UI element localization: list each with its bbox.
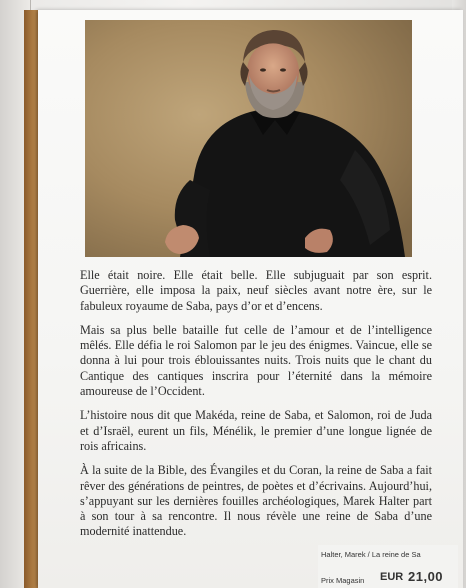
back-cover-blurb: [80, 268, 432, 540]
price-sticker: [318, 545, 458, 588]
blurb-paragraph-2: Mais sa plus belle bataille fut celle de l’amour et de l’intelligence mêlés. Elle défia le roi Salomon par le jeu des énigmes. Vaincue, elle se donna à lui pour trois éblouissantes nuits. Trois nuits que le chant du Cantique des cantiques inscrira pour l’éternité dans la mémoire amoureuse de l’Occident.: [80, 322, 432, 399]
sticker-price: 21,00: [408, 569, 444, 584]
sticker-currency: EUR: [380, 571, 404, 583]
blurb-paragraph-3: L’histoire nous dit que Makéda, reine de Saba, et Salomon, roi de Juda et d’Israël, eurent un fils, Ménélik, le premier d’une longue lignée de rois africains.: [80, 408, 432, 453]
author-photo: [85, 20, 412, 257]
blurb-paragraph-1: Elle était noire. Elle était belle. Elle subjuguait par son esprit. Guerrière, elle imposa la paix, neuf siècles avant notre ère, sur le fabuleux royaume de Saba, pays d’or et d’encens.: [80, 268, 432, 313]
sticker-title-line: Halter, Marek / La reine de Sa: [321, 550, 421, 559]
blurb-paragraph-4: À la suite de la Bible, des Évangiles et du Coran, la reine de Saba a fait rêver des générations de peintres, de poètes et d’écrivains. Aujourd’hui, s’appuyant sur les dernières fouilles archéologiques, Marek Halter part à son tour à sa rencontre. Il nous révèle une reine de Saba d’une modernité inattendue.: [80, 463, 432, 539]
author-portrait-illustration: [85, 20, 412, 257]
sticker-price-label: Prix Magasin: [321, 576, 365, 585]
